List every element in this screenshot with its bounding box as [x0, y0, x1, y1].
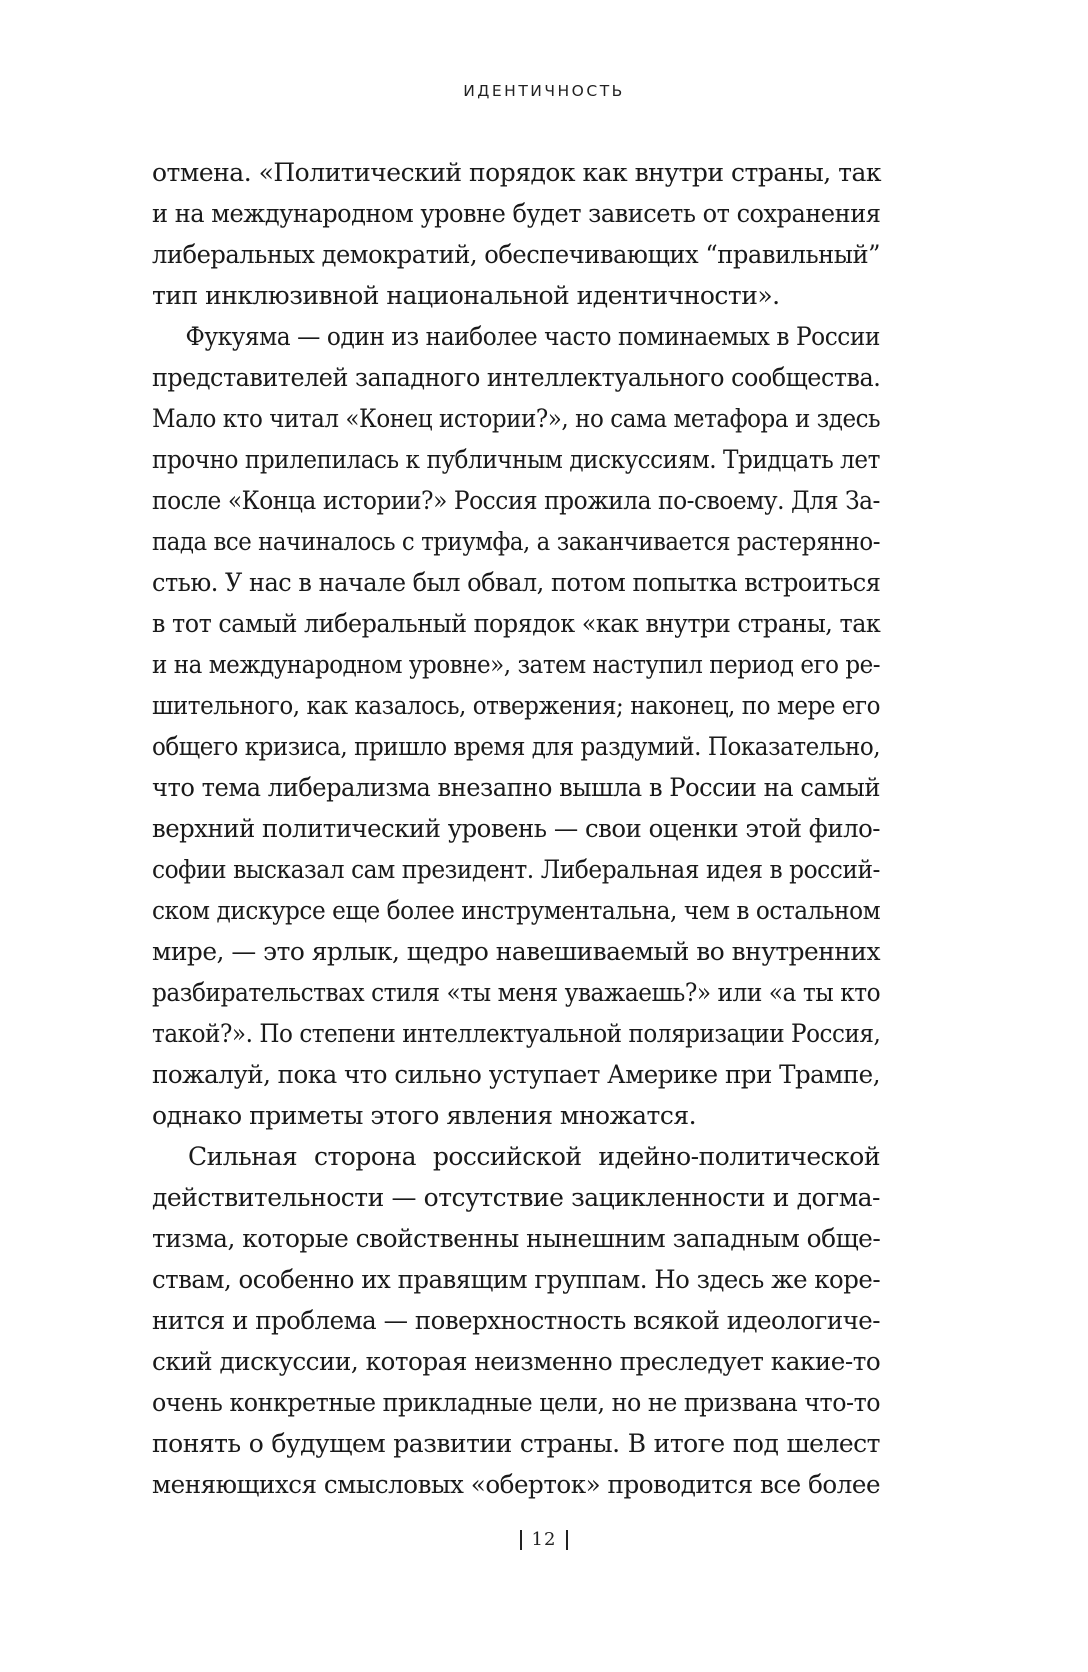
text-line: однако приметы этого явления множатся. [152, 1101, 697, 1130]
text-line: тизма, которые свойственны нынешним западным обще- [152, 1224, 881, 1253]
text-line: либеральных демократий, обеспечивающих “правильный” [152, 240, 881, 269]
body-text [152, 152, 949, 1505]
text-line: мире, — это ярлык, щедро навешиваемый во внутренних [152, 937, 880, 966]
paragraph-2 [152, 316, 949, 1136]
text-line: верхний политический уровень — свои оценки этой фило- [152, 814, 881, 843]
text-line: стью. У нас в начале был обвал, потом попытка встроиться [152, 568, 881, 597]
text-line: в тот самый либеральный порядок «как внутри страны, так [152, 609, 881, 638]
page-number-value: 12 [531, 1529, 557, 1550]
text-line: отмена. «Политический порядок как внутри страны, так [152, 158, 882, 187]
text-line: общего кризиса, пришло время для раздумий. Показательно, [152, 732, 881, 761]
text-line: тип инклюзивной национальной идентичности». [152, 281, 780, 310]
paragraph-3 [152, 1136, 949, 1505]
text-line: шительного, как казалось, отвержения; наконец, по мере его [152, 691, 881, 720]
text-line: очень конкретные прикладные цели, но не призвана что-то [152, 1388, 881, 1417]
text-line: такой?». По степени интеллектуальной поляризации Россия, [152, 1019, 881, 1048]
text-line: ствам, особенно их правящим группам. Но здесь же коре- [152, 1265, 881, 1294]
text-line: что тема либерализма внезапно вышла в России на самый [152, 773, 880, 802]
text-line: и на международном уровне будет зависеть от сохранения [152, 199, 881, 228]
text-line: ский дискуссии, которая неизменно преследует какие-то [152, 1347, 881, 1376]
text-line: Фукуяма — один из наиболее часто поминаемых в России [185, 322, 880, 351]
text-line: понять о будущем развитии страны. В итоге под шелест [152, 1429, 880, 1458]
text-line: и на международном уровне», затем наступил период его ре- [152, 650, 881, 679]
text-line: представителей западного интеллектуального сообщества. [152, 363, 881, 392]
page-number [0, 1528, 1088, 1552]
paragraph-1 [152, 152, 949, 316]
text-line: после «Конца истории?» Россия прожила по-своему. Для За- [152, 486, 880, 515]
text-line: меняющихся смысловых «оберток» проводится все более [152, 1470, 881, 1499]
text-line: Мало кто читал «Конец истории?», но сама метафора и здесь [152, 404, 881, 433]
text-line: Сильная сторона российской идейно-политической [188, 1142, 880, 1171]
text-line: пада все начиналось с триумфа, а заканчивается растерянно- [152, 527, 880, 556]
text-line: софии высказал сам президент. Либеральная идея в россий- [152, 855, 880, 884]
text-line: разбирательствах стиля «ты меня уважаешь?» или «а ты кто [152, 978, 881, 1007]
text-line: действительности — отсутствие зацикленности и догма- [152, 1183, 880, 1212]
text-line: прочно прилепилась к публичным дискуссиям. Тридцать лет [152, 445, 880, 474]
text-line: пожалуй, пока что сильно уступает Америке при Трампе, [152, 1060, 880, 1089]
running-header: ИДЕНТИЧНОСТЬ [463, 82, 625, 100]
folio-bar-left [520, 1530, 522, 1550]
text-line: ском дискурсе еще более инструментальна, чем в остальном [152, 896, 881, 925]
text-line: нится и проблема — поверхностность всякой идеологиче- [152, 1306, 881, 1335]
folio-bar-right [566, 1530, 568, 1550]
